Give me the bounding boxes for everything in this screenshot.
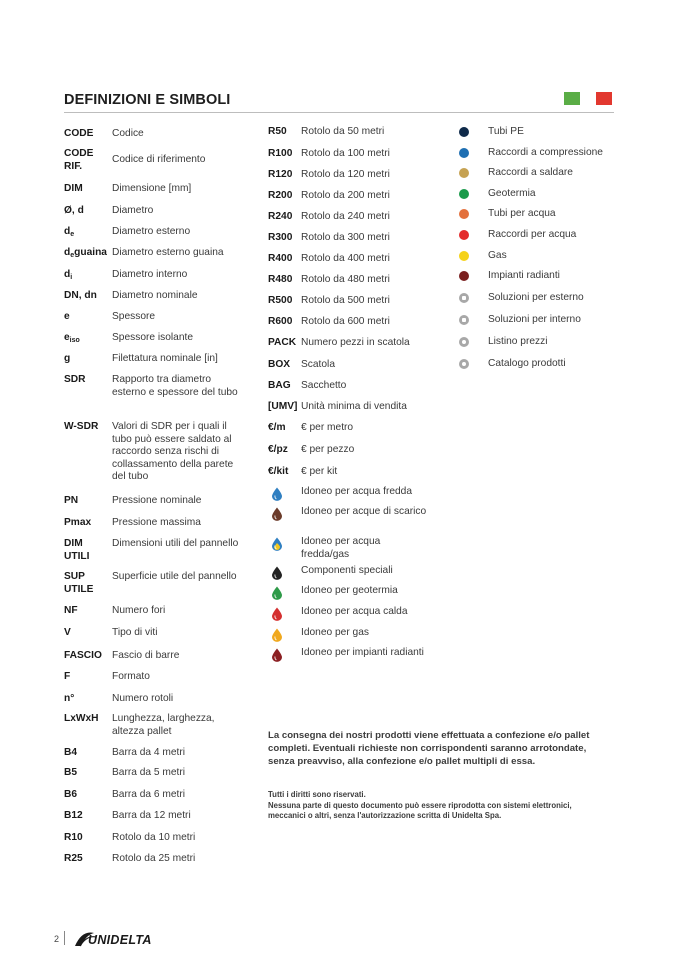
term-text: B4: [64, 747, 78, 758]
definition-term: [64, 853, 110, 866]
dot-icon-darkred: [459, 271, 469, 281]
rights-note: [268, 790, 608, 822]
delivery-note: La consegna dei nostri prodotti viene effettuata a confezione e/o pallet completi. Eventuali richieste non corrispondenti saranno arrotondate, senza preavviso, alla confezione e/o pallet multipli di essa.: [268, 730, 590, 768]
definition-term: [64, 421, 110, 434]
definition-term: [64, 538, 110, 563]
definition-desc: Diametro esterno: [112, 226, 191, 237]
unidelta-logo-mark: [72, 927, 174, 949]
definition-term: [64, 517, 110, 530]
term-text: B6: [64, 789, 78, 800]
legend-label: Soluzioni per interno: [488, 314, 581, 325]
flag-green: [564, 92, 580, 105]
footer-divider: [64, 931, 65, 945]
definition-term: R100: [268, 148, 293, 159]
term-text: d: [64, 269, 71, 280]
definition-term: [64, 571, 110, 596]
drop-icon-black: [271, 566, 283, 580]
term-text: SUP UTILE: [64, 571, 94, 595]
definition-term: [64, 789, 110, 802]
term-text: DN, dn: [64, 290, 97, 301]
term-text: n°: [64, 693, 75, 704]
term-text: F: [64, 671, 71, 682]
definition-desc: Diametro interno: [112, 269, 188, 280]
definition-desc: € per kit: [301, 466, 338, 477]
term-text: R25: [64, 853, 83, 864]
drop-icon-darkred: [271, 648, 283, 662]
rights-line-2: Nessuna parte di questo documento può essere riprodotta con sistemi elettronici, meccanici o altri, senza l'autorizzazione scritta di Unidelta Spa.: [268, 800, 572, 820]
definition-desc: Rotolo da 240 metri: [301, 211, 390, 222]
term-text: e: [64, 311, 70, 322]
term-text: CODE: [64, 128, 94, 139]
drop-label: Idoneo per acqua fredda: [301, 486, 413, 497]
rights-line-1: Tutti i diritti sono riservati.: [268, 790, 366, 799]
legend-label: Listino prezzi: [488, 336, 548, 347]
definition-desc: Scatola: [301, 359, 335, 370]
definition-desc: Rotolo da 100 metri: [301, 148, 390, 159]
house-outside-icon: [459, 293, 469, 303]
definition-desc: Barra da 12 metri: [112, 810, 191, 821]
definition-term: [64, 311, 110, 324]
term-subscript: i: [70, 274, 73, 281]
definition-term: R240: [268, 211, 293, 222]
drop-label: Idoneo per impianti radianti: [301, 647, 424, 658]
definition-desc: Rotolo da 600 metri: [301, 316, 390, 327]
term-text: V: [64, 627, 71, 638]
definition-term: [64, 495, 110, 508]
svg-text:UNIDELTA: UNIDELTA: [88, 933, 152, 947]
drop-label: Idoneo per acque di scarico: [301, 506, 427, 517]
drop-label: Idoneo per acqua calda: [301, 606, 408, 617]
definition-term: [64, 247, 112, 263]
definition-term: BOX: [268, 359, 291, 370]
definition-term: [64, 713, 110, 726]
term-text: B12: [64, 810, 83, 821]
title-rule: [64, 112, 614, 113]
definition-desc: Diametro: [112, 205, 154, 216]
term-text: NF: [64, 605, 78, 616]
definition-desc: Formato: [112, 671, 150, 682]
definition-desc: Numero fori: [112, 605, 166, 616]
definition-term: [64, 205, 110, 218]
definition-desc: Rotolo da 480 metri: [301, 274, 390, 285]
definition-term: €/m: [268, 422, 286, 433]
term-text: CODE RIF.: [64, 148, 94, 172]
definition-desc: Dimensione [mm]: [112, 183, 192, 194]
definition-desc: Rotolo da 300 metri: [301, 232, 390, 243]
dot-icon-yellow: [459, 251, 469, 261]
flag-red: [596, 92, 612, 105]
definition-term: €/pz: [268, 444, 288, 455]
term-text: SDR: [64, 374, 86, 385]
definition-term: [64, 810, 110, 823]
price-list-icon: [459, 337, 469, 347]
definition-term: R500: [268, 295, 293, 306]
definition-term: [64, 650, 110, 663]
term-text: d: [64, 226, 71, 237]
definition-desc: Numero pezzi in scatola: [301, 337, 410, 348]
term-text: DIM: [64, 183, 83, 194]
dot-icon-navy: [459, 127, 469, 137]
definition-term: [64, 832, 110, 845]
definition-term: R120: [268, 169, 293, 180]
drop-label: Componenti speciali: [301, 565, 393, 576]
dot-icon-orange: [459, 209, 469, 219]
definition-desc: Numero rotoli: [112, 693, 174, 704]
definition-desc: Spessore: [112, 311, 156, 322]
term-text: B5: [64, 767, 78, 778]
page-number: 2: [54, 934, 60, 944]
definition-desc: Unità minima di vendita: [301, 401, 407, 412]
definition-term: R200: [268, 190, 293, 201]
definition-term: [64, 128, 110, 141]
definition-desc: Diametro esterno guaina: [112, 247, 224, 258]
definition-term: [64, 627, 110, 640]
definition-term: R480: [268, 274, 293, 285]
definition-term: [64, 605, 110, 618]
term-subscript: iso: [69, 337, 80, 344]
definition-desc: Barra da 4 metri: [112, 747, 186, 758]
term-text: LxWxH: [64, 713, 99, 724]
definition-desc: Barra da 5 metri: [112, 767, 186, 778]
term-text: Ø, d: [64, 205, 84, 216]
legend-label: Catalogo prodotti: [488, 358, 566, 369]
term-subscript: e: [70, 231, 75, 238]
legend-label: Impianti radianti: [488, 270, 560, 281]
drop-icon-blue-yellow: [271, 537, 283, 551]
definition-term: [64, 374, 110, 387]
definition-term: [64, 226, 110, 242]
definition-term: [64, 353, 110, 366]
drop-icon-blue: [271, 487, 283, 501]
drop-label: Idoneo per gas: [301, 627, 369, 638]
drop-label: Idoneo per acqua fredda/gas: [301, 536, 381, 560]
definition-term: PACK: [268, 337, 297, 348]
dot-icon-green: [459, 189, 469, 199]
definition-desc: Codice di riferimento: [112, 154, 206, 165]
definition-desc: € per metro: [301, 422, 354, 433]
definition-desc: Rotolo da 120 metri: [301, 169, 390, 180]
definition-term: [64, 269, 110, 285]
catalog-icon: [459, 359, 469, 369]
definition-term: R600: [268, 316, 293, 327]
term-text: W-SDR: [64, 421, 99, 432]
definition-desc: Fascio di barre: [112, 650, 180, 661]
term-text: g: [64, 353, 71, 364]
definition-desc: Codice: [112, 128, 144, 139]
definition-desc: Superficie utile del pannello: [112, 571, 237, 582]
definition-desc: Rotolo da 400 metri: [301, 253, 390, 264]
term-text: d: [64, 247, 71, 258]
definition-term: [64, 767, 110, 780]
definition-term: [64, 148, 110, 173]
house-inside-icon-glyph: [462, 318, 466, 322]
definition-desc: Rotolo da 50 metri: [301, 126, 385, 137]
house-inside-icon: [459, 315, 469, 325]
drop-icon-yellow: [271, 628, 283, 642]
definition-desc: € per pezzo: [301, 444, 355, 455]
house-outside-icon-glyph: [462, 296, 466, 300]
dot-icon-blue: [459, 148, 469, 158]
catalog-icon-glyph: [462, 362, 466, 366]
definition-term: [64, 183, 110, 196]
definition-desc: Dimensioni utili del pannello: [112, 538, 239, 549]
term-text: DIM UTILI: [64, 538, 90, 562]
term-text: PN: [64, 495, 79, 506]
definition-desc: Rotolo da 10 metri: [112, 832, 196, 843]
legend-label: Gas: [488, 250, 507, 261]
page-title: DEFINIZIONI E SIMBOLI: [64, 92, 231, 108]
dot-icon-gold: [459, 168, 469, 178]
term-text: R10: [64, 832, 83, 843]
legend-label: Raccordi per acqua: [488, 229, 577, 240]
drop-icon-red: [271, 607, 283, 621]
definition-term: R300: [268, 232, 293, 243]
definition-desc: Diametro nominale: [112, 290, 198, 301]
definition-term: [64, 332, 110, 348]
definition-term: [64, 747, 110, 760]
legend-label: Raccordi a saldare: [488, 167, 573, 178]
definition-term: €/kit: [268, 466, 289, 477]
definition-term: [64, 693, 110, 706]
term-suffix: guaina: [74, 247, 107, 258]
definition-desc: Filettatura nominale [in]: [112, 353, 218, 364]
definition-desc: Pressione nominale: [112, 495, 202, 506]
term-text: e: [64, 332, 70, 343]
price-list-icon-glyph: [462, 340, 466, 344]
definition-term: [UMV]: [268, 401, 298, 412]
definition-desc: Barra da 6 metri: [112, 789, 186, 800]
definition-desc: Valori di SDR per i quali il tubo può essere saldato al raccordo senza rischi di collassamento della parete del tubo: [112, 421, 234, 482]
definition-desc: Spessore isolante: [112, 332, 193, 343]
definition-term: [64, 671, 110, 684]
drop-icon-green: [271, 586, 283, 600]
definition-desc: Tipo di viti: [112, 627, 158, 638]
term-text: FASCIO: [64, 650, 102, 661]
definition-term: [64, 290, 110, 303]
legend-label: Soluzioni per esterno: [488, 292, 584, 303]
legend-label: Raccordi a compressione: [488, 147, 603, 158]
term-subscript: e: [70, 252, 75, 259]
definition-term: BAG: [268, 380, 291, 391]
drop-icon-brown: [271, 507, 283, 521]
legend-label: Geotermia: [488, 188, 536, 199]
definition-desc: Lunghezza, larghezza, altezza pallet: [112, 713, 215, 737]
term-text: Pmax: [64, 517, 92, 528]
unidelta-logo: [72, 927, 174, 949]
definition-desc: Sacchetto: [301, 380, 347, 391]
definition-term: R400: [268, 253, 293, 264]
drop-label: Idoneo per geotermia: [301, 585, 398, 596]
legend-label: Tubi PE: [488, 126, 524, 137]
legend-label: Tubi per acqua: [488, 208, 556, 219]
definition-desc: Rapporto tra diametro esterno e spessore del tubo: [112, 374, 238, 398]
dot-icon-red: [459, 230, 469, 240]
definition-desc: Rotolo da 200 metri: [301, 190, 390, 201]
definition-desc: Rotolo da 25 metri: [112, 853, 196, 864]
definition-desc: Pressione massima: [112, 517, 201, 528]
definition-term: R50: [268, 126, 287, 137]
definition-desc: Rotolo da 500 metri: [301, 295, 390, 306]
